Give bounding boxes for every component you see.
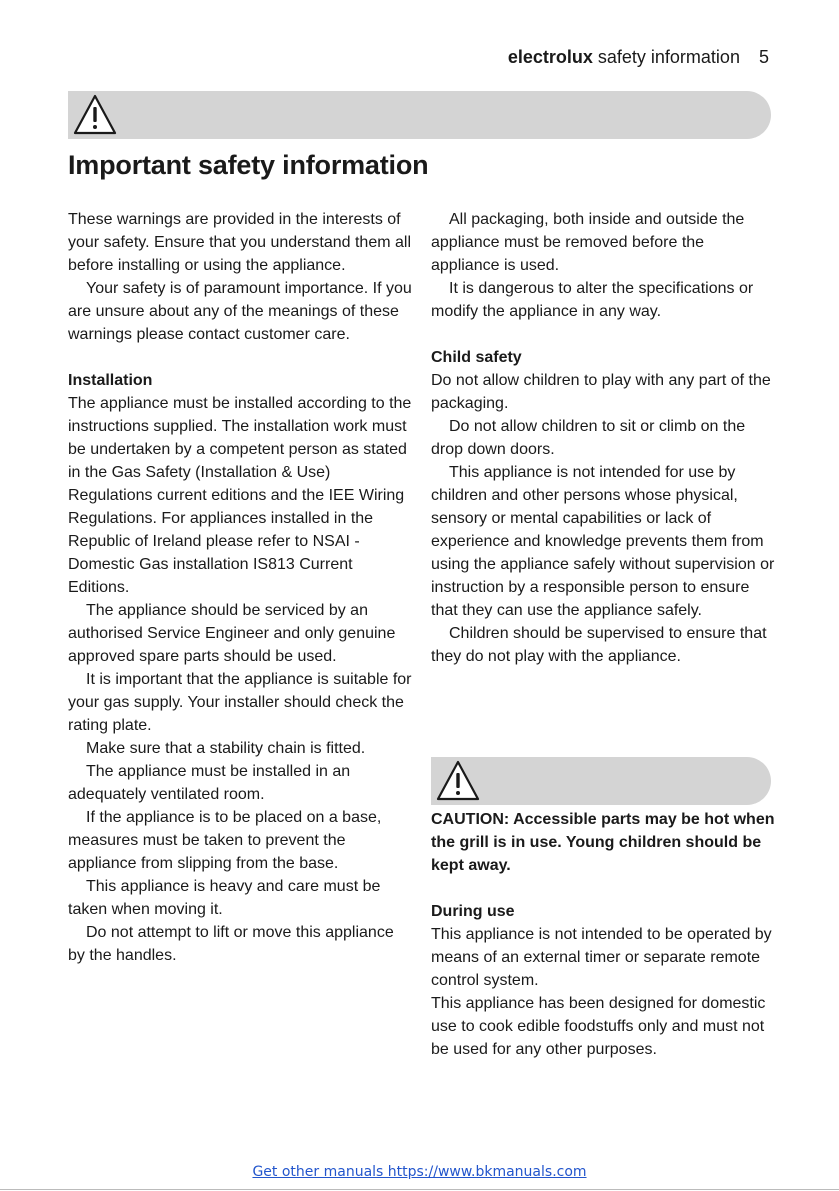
paragraph: Make sure that a stability chain is fitted. (86, 740, 366, 757)
manuals-link[interactable]: Get other manuals https://www.bkmanuals.com (252, 1164, 587, 1180)
paragraph: Do not attempt to lift or move this appliance by the handles. (68, 924, 394, 964)
right-column-bottom (431, 808, 776, 1061)
footer (0, 1164, 839, 1180)
paragraph: It is important that the appliance is suitable for your gas supply. Your installer should check the rating plate. (68, 671, 412, 734)
paragraph: The appliance should be serviced by an authorised Service Engineer and only genuine approved spare parts should be used. (68, 602, 396, 665)
left-column (68, 208, 413, 967)
paragraph: This appliance is not intended to be operated by means of an external timer or separate remote control system. (431, 926, 772, 989)
spacer (431, 323, 776, 346)
paragraph: Your safety is of paramount importance. If you are unsure about any of the meanings of these warnings please contact customer care. (68, 280, 412, 343)
paragraph: Do not allow children to sit or climb on the drop down doors. (431, 418, 746, 458)
warning-triangle-icon (435, 759, 481, 803)
paragraph: It is dangerous to alter the specifications or modify the appliance in any way. (431, 280, 754, 320)
caution-banner (431, 757, 771, 805)
paragraph: Do not allow children to play with any part of the packaging. (431, 372, 771, 412)
caution-text: CAUTION: Accessible parts may be hot when the grill is in use. Young children should be kept away. (431, 811, 775, 874)
paragraph: This appliance is heavy and care must be taken when moving it. (68, 878, 381, 918)
section-heading: During use (431, 903, 515, 920)
paragraph: All packaging, both inside and outside the appliance must be removed before the appliance is used. (431, 211, 745, 274)
paragraph: The appliance must be installed in an adequately ventilated room. (68, 763, 351, 803)
section-heading: Installation (68, 372, 153, 389)
paragraph: This appliance is not intended for use by children and other persons whose physical, sensory or mental capabilities or lack of experience and knowledge prevents them from using the appliance safely without supervision or instruction by a responsible person to ensure that they can use the appliance safely. (431, 464, 775, 619)
warning-banner (68, 91, 771, 139)
warning-triangle-icon (72, 93, 118, 137)
paragraph: This appliance has been designed for domestic use to cook edible foodstuffs only and must not be used for any other purposes. (431, 995, 766, 1058)
spacer (68, 346, 413, 369)
section-name: safety information (597, 47, 740, 67)
page-title: Important safety information (68, 150, 429, 180)
paragraph: The appliance must be installed according to the instructions supplied. The installation work must be undertaken by a competent person as stated in the Gas Safety (Installation & Use) Regulations current editions and the IEE Wiring Regulations. For appliances installed in the Republic of Ireland please refer to NSAI - Domestic Gas installation IS813 Current Editions. (68, 395, 412, 596)
footer-divider (0, 1189, 839, 1190)
page-number: 5 (758, 47, 769, 67)
paragraph: If the appliance is to be placed on a base, measures must be taken to prevent the appliance from slipping from the base. (68, 809, 382, 872)
brand-name: electrolux (507, 47, 593, 67)
paragraph: Children should be supervised to ensure that they do not play with the appliance. (431, 625, 767, 665)
section-heading: Child safety (431, 349, 522, 366)
right-column-top (431, 208, 776, 668)
page-header (508, 47, 769, 68)
paragraph: These warnings are provided in the interests of your safety. Ensure that you understand them all before installing or using the appliance. (68, 211, 412, 274)
